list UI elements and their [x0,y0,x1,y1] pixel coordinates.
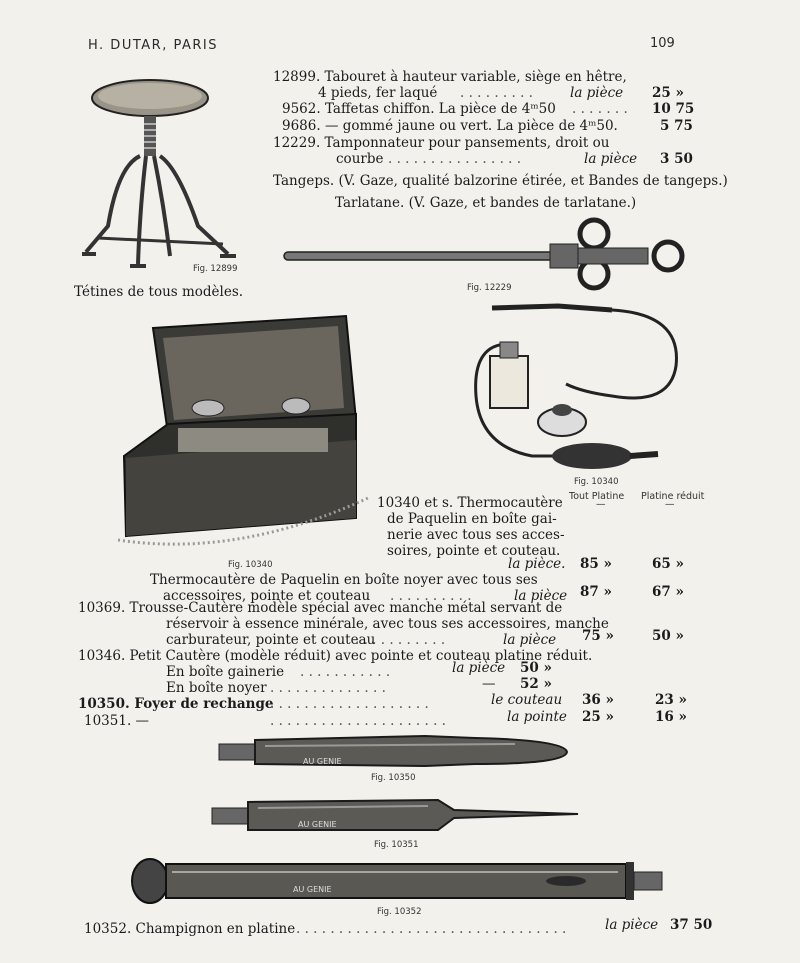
price: 50 » [520,660,552,676]
entry-12899-line1: 12899. Tabouret à hauteur variable, siège en hêtre, [273,69,627,85]
price-tout-platine: 36 » [582,692,614,708]
unit-label: la pièce [503,632,557,648]
foyer-couteau-illustration [215,730,575,775]
entry-10346-line3: En boîte noyer [166,680,267,696]
figure-caption: Fig. 10340 [574,477,619,487]
unit-label: la pièce [584,151,638,167]
foyer-pointe-illustration [208,796,588,838]
entry-10352: 10352. Champignon en platine [84,921,296,937]
engraving-label: AU GENIE [293,885,332,894]
price-tout-platine: 25 » [582,709,614,725]
price-platine-reduit: 65 » [652,556,684,572]
tetines-note: Tétines de tous modèles. [74,284,244,300]
entry-noyer-line1: Thermocautère de Paquelin en boîte noyer avec tous ses [150,572,538,588]
champignon-illustration [128,856,668,906]
unit-label: la pièce. [508,556,566,572]
ditto-mark: — [482,676,496,692]
entry-10369-line1: 10369. Trousse-Cautère modèle spécial avec manche métal servant de [78,600,563,616]
entry-12229-line1: 12229. Tamponnateur pour pansements, droit ou [273,135,610,151]
unit-label: la pièce [605,917,659,933]
price-platine-reduit: 23 » [655,692,687,708]
figure-caption: Fig. 10352 [377,907,422,917]
entry-10351: 10351. — [84,713,150,729]
price: 10 75 [652,101,695,117]
entry-noyer-line2: accessoires, pointe et couteau [163,588,371,604]
figure-caption: Fig. 12899 [193,264,238,274]
figure-caption: Fig. 10340 [228,560,273,570]
price-tout-platine: 85 » [580,556,612,572]
figure-caption: Fig. 12229 [467,283,512,293]
page-number: 109 [650,36,675,51]
unit-label: la pièce [514,588,568,604]
unit-label: la pièce [452,660,506,676]
price: 5 75 [660,118,693,134]
entry-10369-line3: carburateur, pointe et couteau [166,632,376,648]
price-platine-reduit: 50 » [652,628,684,644]
unit-label: le couteau [491,692,563,708]
price: 3 50 [660,151,693,167]
price: 52 » [520,676,552,692]
unit-label: la pièce [570,85,624,101]
catalog-page: H. DUTAR, PARIS 109 Fig. 12899 12899. Tabouret à hauteur variable, siège en hêtre, 4 pieds, fer laqué . . . . . . . . . la pièce 25 » 9562. Taffetas chiffon. La pièce de 4ᵐ50 . . . . . . . 10 75 9686. — gommé jaune ou vert. La pièce de 4ᵐ50. 5 75 12229. Tamponnateur pour pansements, droit ou courbe . . . . . . . . . . . . . . . . la pièce 3 50 Tangeps. (V. Gaze, qualité balzorine étirée, et Bandes de tangeps.) Tarlatane. (V. Gaze, et bandes de tarlatane.) Fig. 12229 Tétines de tous modèles. Fig. 10340 Fig. 10340 Tout Platine Platine réduit — — 10340 et s. Thermocautère de Paquelin en boîte gai- nerie avec tous ses acces- soires, pointe et couteau. la pièce. 85 » 65 » Thermocautère de Paquelin en boîte noyer avec tous ses accessoires, pointe et couteau . . . . . . . . . . la pièce 87 » 67 » 10369. Trousse-Cautère modèle spécial avec manche métal servant de réservoir à essence minérale, avec tous ses accessoires, manche carburateur, pointe et couteau . . . . . . . . . . . la pièce 75 » 50 » 10346. Petit Cautère (modèle réduit) avec pointe et couteau platine réduit. En boîte gainerie . . . . . . . . . . . la pièce 50 » En boîte noyer . . . . . . . . . . . . . . — 52 » 10350. Foyer de rechange . . . . . . . . . . . . . . . . . . . le couteau 36 » 23 » 10351. — . . . . . . . . . . . . . . . . . . . . . la pointe 25 » 16 » AU GENIE Fig. 10350 AU GENIE Fig. 10351 AU GENIE Fig. 10352 10352. Champignon en platine . . . . . . . . . . . . . . . . . . . . . . . . . . . . . . . . la pièce 37 50 [74,36,728,937]
entry-12229-line2: courbe [336,151,384,167]
price-tout-platine: 87 » [580,584,612,600]
entry-10346-line1: 10346. Petit Cautère (modèle réduit) avec pointe et couteau platine réduit. [78,648,593,664]
running-header: H. DUTAR, PARIS [88,38,218,53]
entry-12899-line2: 4 pieds, fer laqué [318,85,438,101]
thermocautere-apparatus-illustration [462,296,692,476]
thermocautere-box-illustration [118,308,373,558]
price: 25 » [652,85,684,101]
entry-10369-line2: réservoir à essence minérale, avec tous ses accessoires, manche [166,616,609,632]
entry-10340-line2: de Paquelin en boîte gai- [387,511,557,527]
price-tout-platine: 75 » [582,628,614,644]
entry-10346-line2: En boîte gainerie [166,664,285,680]
entry-10340-line1: 10340 et s. Thermocautère [377,495,563,511]
tarlatane-note: Tarlatane. (V. Gaze, et bandes de tarlatane.) [335,195,637,211]
tangeps-note: Tangeps. (V. Gaze, qualité balzorine étirée, et Bandes de tangeps.) [273,173,728,189]
price: 37 50 [670,917,713,933]
entry-9686: 9686. — gommé jaune ou vert. La pièce de 4ᵐ50. [282,118,618,134]
column-header-tout-platine: Tout Platine [569,491,625,502]
figure-caption: Fig. 10350 [371,773,416,783]
unit-label: la pointe [507,709,567,725]
entry-10340-line4: soires, pointe et couteau. [387,543,561,559]
entry-10340-line3: nerie avec tous ses acces- [387,527,565,543]
entry-10350: 10350. Foyer de rechange [78,696,274,712]
figure-caption: Fig. 10351 [374,840,419,850]
price-platine-reduit: 67 » [652,584,684,600]
column-header-platine-reduit: Platine réduit [641,491,705,502]
engraving-label: AU GENIE [298,820,337,829]
entry-9562: 9562. Taffetas chiffon. La pièce de 4ᵐ50 [282,101,556,117]
price-platine-reduit: 16 » [655,709,687,725]
stool-illustration [78,76,253,281]
engraving-label: AU GENIE [303,757,342,766]
